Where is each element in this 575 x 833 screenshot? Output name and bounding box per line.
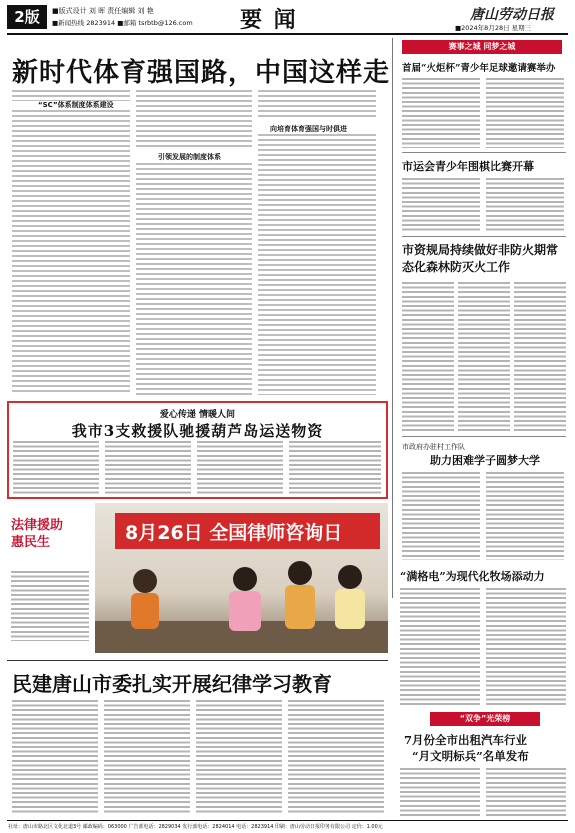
dual-text-b	[486, 768, 566, 816]
news3-text-c	[514, 282, 566, 432]
rule	[402, 436, 566, 437]
lead-subhead-3: 向培育体育强国与时俱进	[270, 125, 347, 133]
dual-text-a	[400, 768, 480, 816]
lead-col-1-text	[12, 110, 130, 395]
photo-caption-text	[11, 571, 89, 641]
rule	[7, 660, 388, 661]
dual-tag-banner	[430, 712, 540, 726]
photo-caption-box	[7, 503, 92, 653]
bottom-headline: 民建唐山市委扎实开展纪律学习教育	[12, 672, 332, 696]
lead-col-3-text	[258, 90, 376, 120]
editors-line: ■版式设计 刘 晖 责任编辑 刘 艳	[52, 7, 154, 15]
dual-title-1: 7月份全市出租汽车行业	[404, 733, 528, 747]
issue-date: ■2024年8月28日 星期三	[455, 24, 532, 32]
news4-title: 助力困难学子圆梦大学	[430, 454, 540, 467]
person-head	[288, 561, 312, 585]
milk-title: “满格电”为现代化牧场添动力	[400, 570, 545, 583]
column-divider	[392, 38, 393, 598]
bottom-text-1	[12, 700, 98, 815]
news2-text-b	[486, 178, 564, 233]
page-number: 2版	[14, 8, 40, 26]
news3-title: 市资规局持续做好非防火期常态化森林防灭火工作	[402, 243, 559, 274]
lead-col-3b-text	[258, 134, 376, 395]
news2-title: 市运会青少年围棋比赛开幕	[402, 160, 534, 173]
person-body	[335, 589, 365, 629]
rule	[402, 236, 566, 237]
news2-text-a	[402, 178, 480, 233]
person-head	[133, 569, 157, 593]
person-body	[285, 585, 315, 629]
photo-caption-title: 法律援助 惠民生	[11, 518, 64, 550]
person-body	[229, 591, 261, 631]
milk-text-b	[486, 588, 566, 706]
lead-col-2-text	[136, 90, 252, 150]
news1-text-a	[402, 78, 480, 148]
photo-illustration	[95, 503, 388, 653]
footer-address: 社址：唐山市路北区文化北道3号 邮政编码：063000 广告部电话：2829034 发行部电话：2824014 电话：2823914 印刷：唐山劳动日报印务有限公司 定价：1.00元	[8, 824, 383, 830]
dual-title-2: “月文明标兵”名单发布	[412, 749, 529, 763]
news4-text-a	[402, 472, 480, 560]
feature-box	[7, 401, 388, 499]
photo-banner-text: 8月26日 全国律师咨询日	[125, 522, 343, 544]
header-rule	[7, 33, 568, 35]
lead-subhead-2: 引领发展的制度体系	[158, 153, 221, 161]
lead-col-2b-text	[136, 163, 252, 395]
photo-image	[95, 503, 388, 653]
milk-text-a	[400, 588, 480, 706]
lead-subhead-1: “SC”体系制度体系建设	[38, 101, 114, 109]
bottom-text-4	[288, 700, 384, 815]
feature-text-2	[105, 441, 191, 495]
contact-line: ■新闻热线 2823914 ■邮箱 tsrbtb@126.com	[52, 19, 193, 27]
feature-text-1	[13, 441, 99, 495]
person-body	[131, 593, 159, 629]
news3-text-a	[402, 282, 454, 432]
event-tag-banner	[402, 40, 562, 54]
rule	[402, 152, 566, 153]
page-number-badge	[7, 5, 47, 29]
feature-text-4	[289, 441, 381, 495]
dual-tag-label: “双争”光荣榜	[459, 714, 511, 723]
feature-text-3	[197, 441, 283, 495]
feature-title: 我市3支救援队驰援葫芦岛运送物资	[71, 422, 324, 440]
masthead-logo: 唐山劳动日报	[470, 7, 554, 23]
lead-headline: 新时代体育强国路，中国这样走	[12, 58, 391, 88]
bottom-text-3	[196, 700, 282, 815]
event-tag-label: 赛事之城 同梦之城	[448, 42, 516, 51]
person-head	[338, 565, 362, 589]
feature-kicker: 爱心传递 情暖人间	[159, 410, 236, 420]
bottom-text-2	[104, 700, 190, 815]
news4-kicker: 市政府办驻村工作队	[402, 443, 465, 451]
news1-title: 首届“火炬杯”青少年足球邀请赛举办	[402, 63, 556, 74]
footer-rule	[7, 820, 568, 821]
section-title: 要 闻	[240, 7, 298, 33]
news3-text-b	[458, 282, 510, 432]
news4-text-b	[486, 472, 564, 560]
person-head	[233, 567, 257, 591]
news1-text-b	[486, 78, 564, 148]
